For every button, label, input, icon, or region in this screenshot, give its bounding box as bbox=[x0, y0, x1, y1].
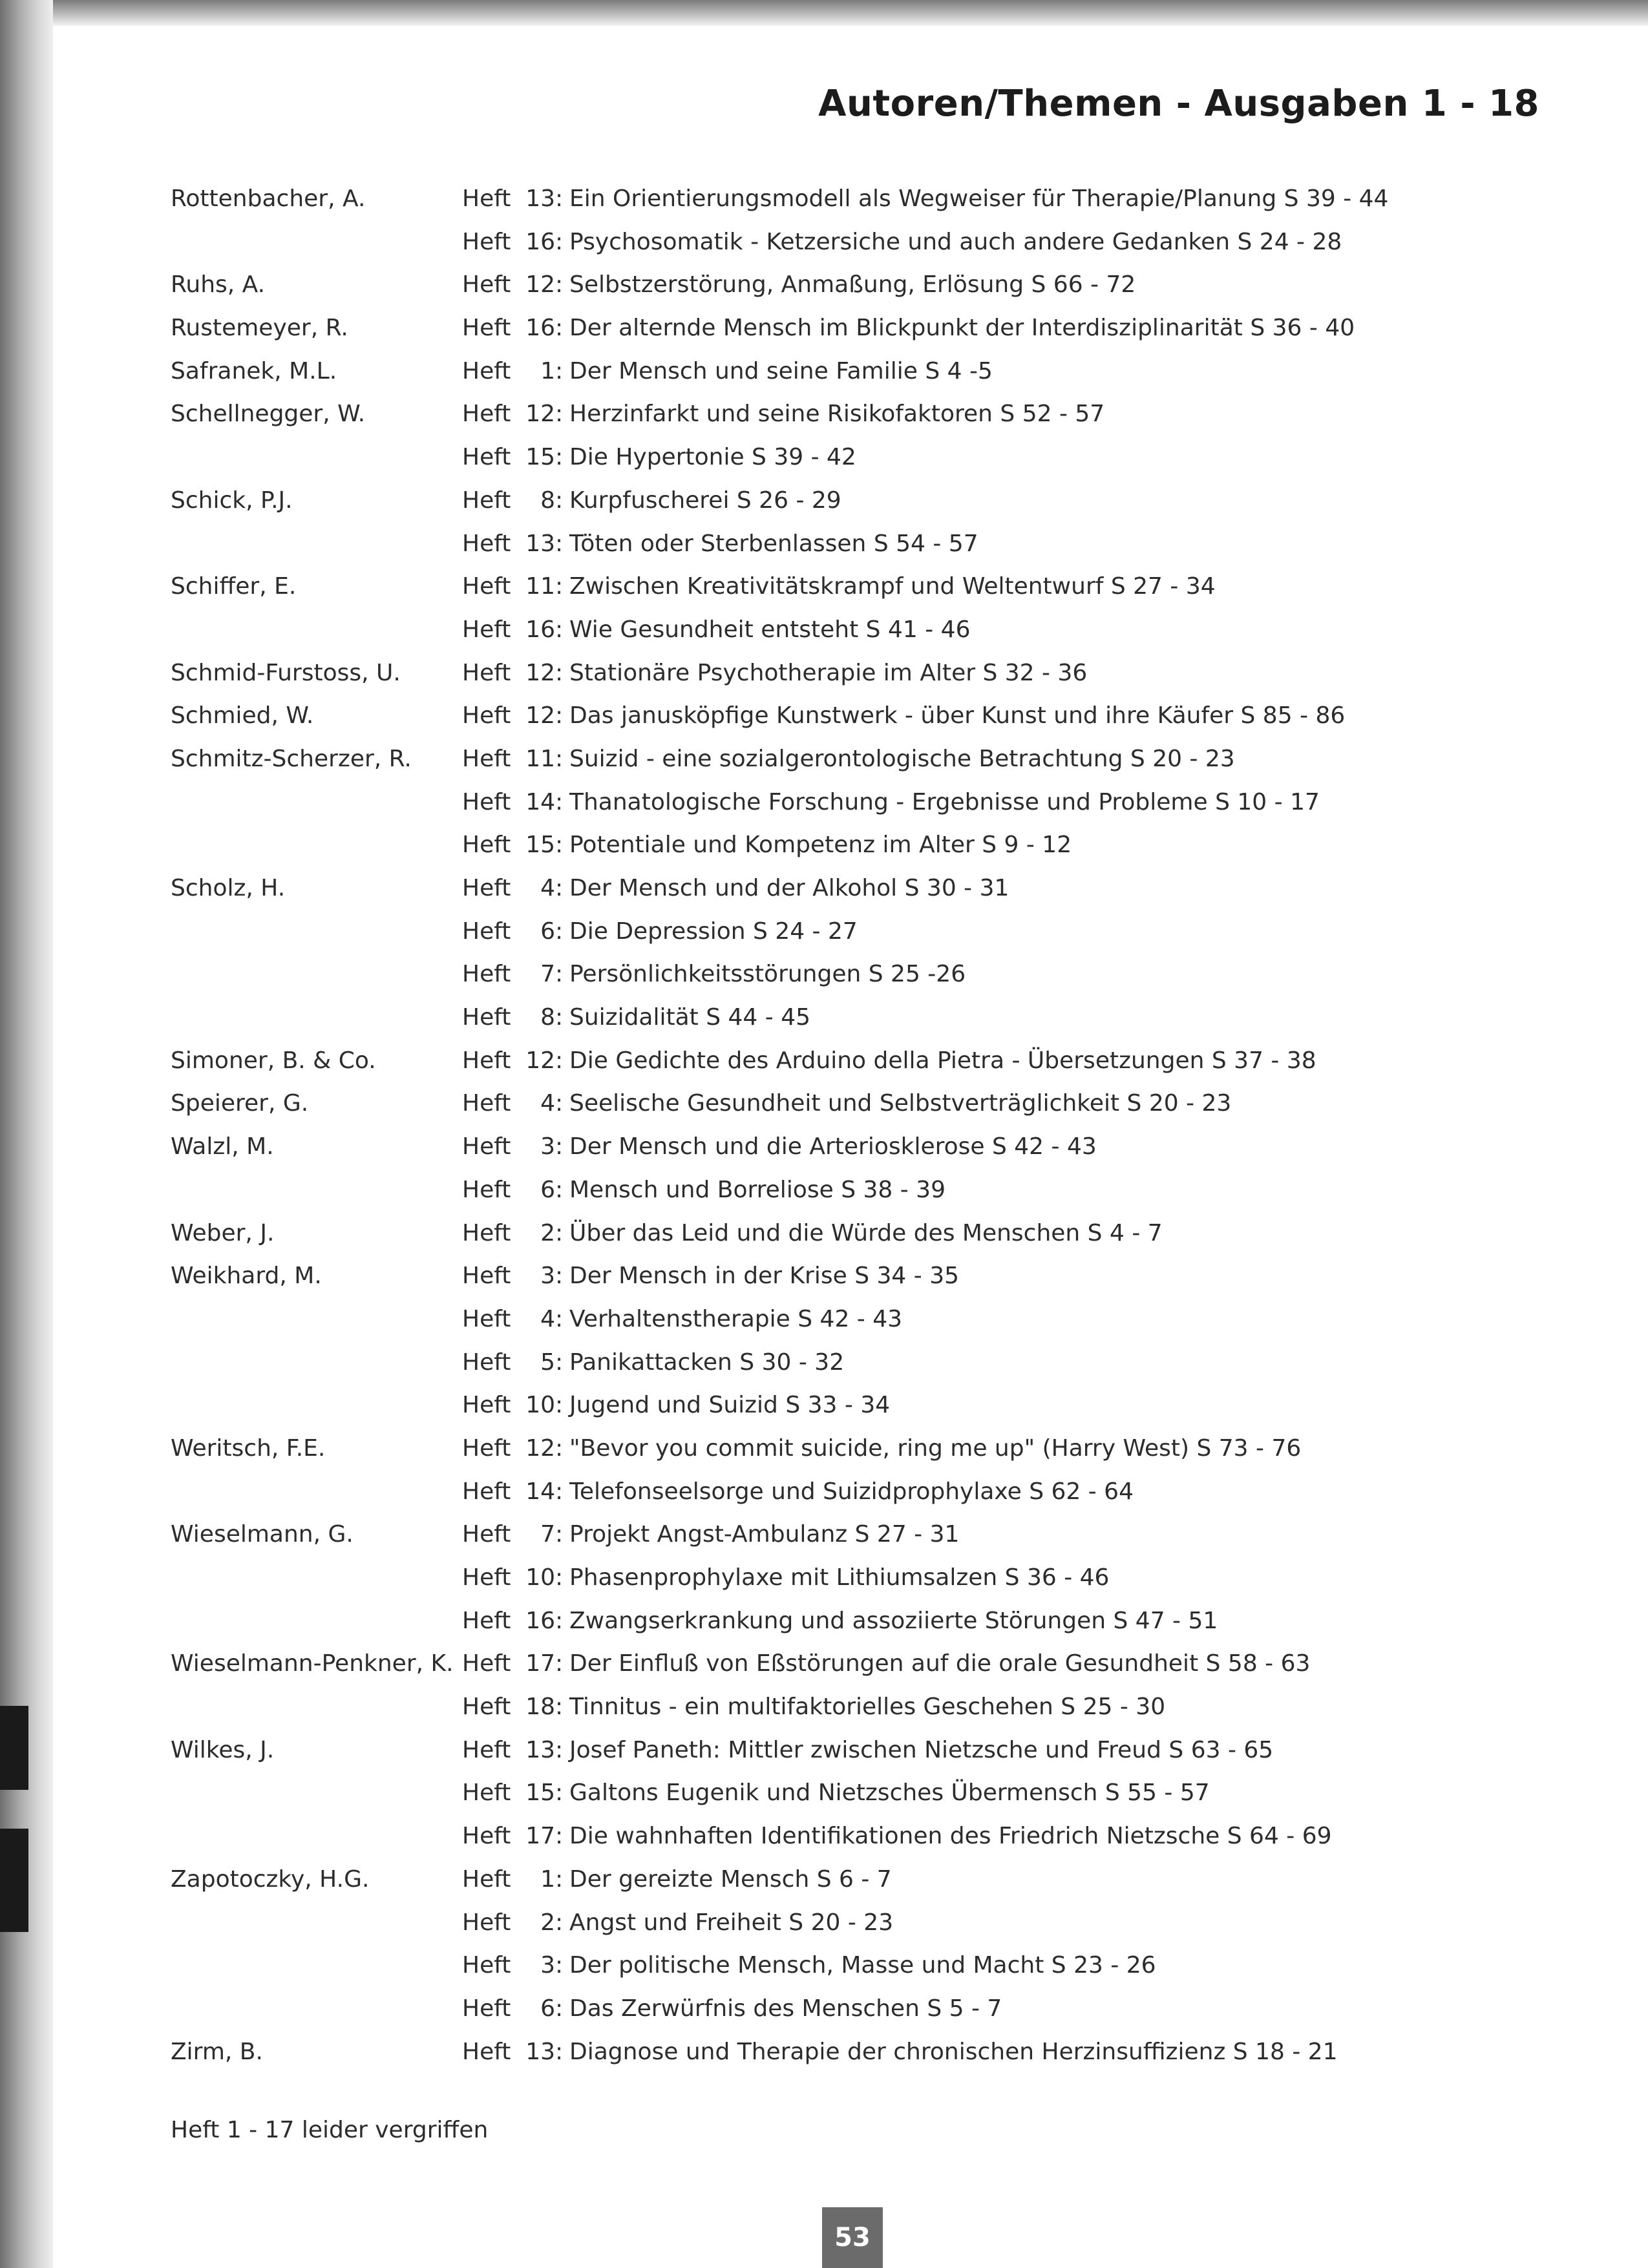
separator-colon: : bbox=[555, 1090, 564, 1117]
article-title: Galtons Eugenik und Nietzsches Übermensch S 55 - 57 bbox=[569, 1780, 1210, 1807]
index-entry bbox=[171, 1255, 1579, 1298]
heft-number: 17 bbox=[525, 1650, 555, 1677]
heft-number: 13 bbox=[525, 2038, 555, 2065]
heft-number: 14 bbox=[525, 788, 555, 815]
page-number: 53 bbox=[834, 2223, 871, 2252]
binder-mark bbox=[0, 1829, 28, 1932]
heft-number: 2 bbox=[540, 1219, 555, 1246]
separator-colon: : bbox=[555, 357, 564, 384]
author-name: Zapotoczky, H.G. bbox=[171, 1865, 370, 1893]
index-entry bbox=[171, 1427, 1579, 1471]
author-name: Weber, J. bbox=[171, 1219, 275, 1246]
heft-label: Heft bbox=[462, 1392, 511, 1419]
heft-number: 12 bbox=[525, 401, 555, 428]
article-title: Die Hypertonie S 39 - 42 bbox=[569, 444, 856, 471]
separator-colon: : bbox=[555, 616, 564, 643]
author-name: Ruhs, A. bbox=[171, 271, 266, 299]
article-title: Psychosomatik - Ketzersiche und auch andere Gedanken S 24 - 28 bbox=[569, 228, 1342, 255]
heft-number: 3 bbox=[540, 1133, 555, 1160]
separator-colon: : bbox=[555, 659, 564, 686]
heft-label: Heft bbox=[462, 185, 511, 212]
separator-colon: : bbox=[555, 271, 564, 299]
separator-colon: : bbox=[555, 702, 564, 730]
separator-colon: : bbox=[555, 1780, 564, 1807]
heft-number: 6 bbox=[540, 1995, 555, 2022]
index-entry bbox=[171, 221, 1579, 264]
index-entry bbox=[171, 953, 1579, 996]
separator-colon: : bbox=[555, 1694, 564, 1721]
article-title: Der Mensch in der Krise S 34 - 35 bbox=[569, 1263, 959, 1290]
heft-number: 10 bbox=[525, 1564, 555, 1591]
author-name: Schmid-Furstoss, U. bbox=[171, 659, 401, 686]
index-entry bbox=[171, 307, 1579, 350]
heft-number: 5 bbox=[540, 1349, 555, 1376]
separator-colon: : bbox=[555, 1564, 564, 1591]
article-title: Der politische Mensch, Masse und Macht S 23 - 26 bbox=[569, 1952, 1156, 1979]
heft-label: Heft bbox=[462, 1736, 511, 1763]
author-name: Safranek, M.L. bbox=[171, 357, 337, 384]
heft-label: Heft bbox=[462, 1823, 511, 1850]
separator-colon: : bbox=[555, 1823, 564, 1850]
index-entry bbox=[171, 1815, 1579, 1858]
article-title: Töten oder Sterbenlassen S 54 - 57 bbox=[569, 530, 978, 557]
index-entry bbox=[171, 1471, 1579, 1514]
article-title: Verhaltenstherapie S 42 - 43 bbox=[569, 1305, 903, 1332]
article-title: Angst und Freiheit S 20 - 23 bbox=[569, 1909, 894, 1936]
separator-colon: : bbox=[555, 1392, 564, 1419]
heft-number: 13 bbox=[525, 185, 555, 212]
heft-number: 16 bbox=[525, 228, 555, 255]
binder-mark bbox=[0, 1706, 28, 1790]
heft-number: 3 bbox=[540, 1952, 555, 1979]
index-entry bbox=[171, 1126, 1579, 1169]
separator-colon: : bbox=[555, 918, 564, 945]
index-entry bbox=[171, 609, 1579, 652]
index-entry bbox=[171, 1384, 1579, 1427]
index-entry bbox=[171, 781, 1579, 824]
index-entry bbox=[171, 1729, 1579, 1772]
heft-label: Heft bbox=[462, 444, 511, 471]
article-title: Der Mensch und der Alkohol S 30 - 31 bbox=[569, 875, 1009, 901]
heft-label: Heft bbox=[462, 1478, 511, 1505]
heft-label: Heft bbox=[462, 1909, 511, 1936]
index-entry bbox=[171, 738, 1579, 781]
heft-number: 7 bbox=[540, 961, 555, 988]
separator-colon: : bbox=[555, 1133, 564, 1160]
heft-label: Heft bbox=[462, 1865, 511, 1893]
heft-label: Heft bbox=[462, 1995, 511, 2022]
article-title: Über das Leid und die Würde des Menschen S 4 - 7 bbox=[569, 1219, 1163, 1246]
heft-label: Heft bbox=[462, 573, 511, 600]
separator-colon: : bbox=[555, 1349, 564, 1376]
index-entry bbox=[171, 393, 1579, 436]
author-name: Rottenbacher, A. bbox=[171, 185, 366, 212]
separator-colon: : bbox=[555, 832, 564, 859]
article-title: Panikattacken S 30 - 32 bbox=[569, 1349, 845, 1376]
author-name: Schmitz-Scherzer, R. bbox=[171, 745, 412, 772]
heft-label: Heft bbox=[462, 1176, 511, 1203]
author-name: Scholz, H. bbox=[171, 875, 286, 901]
heft-number: 8 bbox=[540, 1004, 555, 1031]
index-entry bbox=[171, 1212, 1579, 1255]
heft-number: 12 bbox=[525, 271, 555, 299]
separator-colon: : bbox=[555, 1952, 564, 1979]
heft-label: Heft bbox=[462, 1133, 511, 1160]
heft-number: 16 bbox=[525, 616, 555, 643]
heft-label: Heft bbox=[462, 1952, 511, 1979]
article-title: Stationäre Psychotherapie im Alter S 32 - 36 bbox=[569, 659, 1088, 686]
separator-colon: : bbox=[555, 444, 564, 471]
heft-number: 11 bbox=[525, 573, 555, 600]
author-name: Walzl, M. bbox=[171, 1133, 274, 1160]
author-name: Rustemeyer, R. bbox=[171, 315, 348, 342]
heft-label: Heft bbox=[462, 659, 511, 686]
heft-number: 6 bbox=[540, 918, 555, 945]
index-entry bbox=[171, 996, 1579, 1040]
heft-label: Heft bbox=[462, 2038, 511, 2065]
article-title: Seelische Gesundheit und Selbstverträglichkeit S 20 - 23 bbox=[569, 1090, 1232, 1117]
separator-colon: : bbox=[555, 1047, 564, 1074]
index-entry bbox=[171, 1944, 1579, 1988]
heft-label: Heft bbox=[462, 315, 511, 342]
index-entry bbox=[171, 1040, 1579, 1083]
separator-colon: : bbox=[555, 875, 564, 901]
index-entry bbox=[171, 1902, 1579, 1945]
heft-number: 11 bbox=[525, 745, 555, 772]
heft-number: 4 bbox=[540, 1305, 555, 1332]
page-number-badge bbox=[822, 2207, 883, 2268]
separator-colon: : bbox=[555, 487, 564, 514]
separator-colon: : bbox=[555, 1219, 564, 1246]
separator-colon: : bbox=[555, 1607, 564, 1634]
heft-label: Heft bbox=[462, 1263, 511, 1290]
heft-label: Heft bbox=[462, 788, 511, 815]
article-title: Telefonseelsorge und Suizidprophylaxe S 62 - 64 bbox=[569, 1478, 1134, 1505]
heft-label: Heft bbox=[462, 1607, 511, 1634]
author-name: Speierer, G. bbox=[171, 1090, 309, 1117]
heft-number: 17 bbox=[525, 1823, 555, 1850]
index-entry bbox=[171, 1643, 1579, 1686]
author-name: Simoner, B. & Co. bbox=[171, 1047, 376, 1074]
heft-number: 15 bbox=[525, 1780, 555, 1807]
heft-label: Heft bbox=[462, 875, 511, 901]
heft-number: 1 bbox=[540, 1865, 555, 1893]
author-name: Wieselmann, G. bbox=[171, 1521, 354, 1548]
index-entry bbox=[171, 1341, 1579, 1385]
heft-number: 4 bbox=[540, 875, 555, 901]
article-title: Die Gedichte des Arduino della Pietra - Übersetzungen S 37 - 38 bbox=[569, 1047, 1316, 1074]
author-name: Schiffer, E. bbox=[171, 573, 297, 600]
article-title: Der Mensch und seine Familie S 4 -5 bbox=[569, 357, 993, 384]
article-title: Phasenprophylaxe mit Lithiumsalzen S 36 - 46 bbox=[569, 1564, 1110, 1591]
author-index-list bbox=[171, 178, 1579, 2074]
article-title: Suizid - eine sozialgerontologische Betrachtung S 20 - 23 bbox=[569, 745, 1235, 772]
article-title: Die wahnhaften Identifikationen des Friedrich Nietzsche S 64 - 69 bbox=[569, 1823, 1332, 1850]
heft-number: 1 bbox=[540, 357, 555, 384]
article-title: Der alternde Mensch im Blickpunkt der Interdisziplinarität S 36 - 40 bbox=[569, 315, 1355, 342]
separator-colon: : bbox=[555, 1909, 564, 1936]
heft-number: 6 bbox=[540, 1176, 555, 1203]
article-title: Wie Gesundheit entsteht S 41 - 46 bbox=[569, 616, 971, 643]
heft-label: Heft bbox=[462, 918, 511, 945]
separator-colon: : bbox=[555, 1263, 564, 1290]
heft-label: Heft bbox=[462, 616, 511, 643]
heft-label: Heft bbox=[462, 228, 511, 255]
separator-colon: : bbox=[555, 1995, 564, 2022]
heft-label: Heft bbox=[462, 832, 511, 859]
heft-label: Heft bbox=[462, 1047, 511, 1074]
article-title: Persönlichkeitsstörungen S 25 -26 bbox=[569, 961, 966, 988]
index-entry bbox=[171, 436, 1579, 479]
index-entry bbox=[171, 1513, 1579, 1557]
heft-number: 10 bbox=[525, 1392, 555, 1419]
heft-number: 8 bbox=[540, 487, 555, 514]
heft-number: 4 bbox=[540, 1090, 555, 1117]
separator-colon: : bbox=[555, 573, 564, 600]
article-title: Der gereizte Mensch S 6 - 7 bbox=[569, 1865, 892, 1893]
heft-label: Heft bbox=[462, 1521, 511, 1548]
heft-number: 12 bbox=[525, 702, 555, 730]
separator-colon: : bbox=[555, 401, 564, 428]
heft-label: Heft bbox=[462, 271, 511, 299]
article-title: Projekt Angst-Ambulanz S 27 - 31 bbox=[569, 1521, 960, 1548]
separator-colon: : bbox=[555, 1434, 564, 1462]
author-name: Schmied, W. bbox=[171, 702, 314, 730]
footer-note: Heft 1 - 17 leider vergriffen bbox=[171, 2117, 489, 2143]
heft-number: 13 bbox=[525, 530, 555, 557]
index-entry bbox=[171, 565, 1579, 609]
article-title: Kurpfuscherei S 26 - 29 bbox=[569, 487, 841, 514]
heft-number: 12 bbox=[525, 1434, 555, 1462]
heft-label: Heft bbox=[462, 1090, 511, 1117]
heft-label: Heft bbox=[462, 961, 511, 988]
article-title: Mensch und Borreliose S 38 - 39 bbox=[569, 1176, 945, 1203]
index-entry bbox=[171, 652, 1579, 695]
author-name: Zirm, B. bbox=[171, 2038, 263, 2065]
separator-colon: : bbox=[555, 961, 564, 988]
index-entry bbox=[171, 867, 1579, 910]
index-entry bbox=[171, 695, 1579, 738]
article-title: Selbstzerstörung, Anmaßung, Erlösung S 66 - 72 bbox=[569, 271, 1136, 299]
separator-colon: : bbox=[555, 1650, 564, 1677]
separator-colon: : bbox=[555, 2038, 564, 2065]
heft-label: Heft bbox=[462, 702, 511, 730]
heft-number: 13 bbox=[525, 1736, 555, 1763]
separator-colon: : bbox=[555, 1176, 564, 1203]
article-title: Der Mensch und die Arteriosklerose S 42 - 43 bbox=[569, 1133, 1097, 1160]
heft-number: 16 bbox=[525, 315, 555, 342]
index-entry bbox=[171, 2031, 1579, 2074]
heft-label: Heft bbox=[462, 401, 511, 428]
index-entry bbox=[171, 1988, 1579, 2031]
heft-label: Heft bbox=[462, 1564, 511, 1591]
separator-colon: : bbox=[555, 1736, 564, 1763]
heft-label: Heft bbox=[462, 1004, 511, 1031]
separator-colon: : bbox=[555, 1521, 564, 1548]
separator-colon: : bbox=[555, 530, 564, 557]
heft-label: Heft bbox=[462, 1694, 511, 1721]
article-title: Thanatologische Forschung - Ergebnisse und Probleme S 10 - 17 bbox=[569, 788, 1320, 815]
separator-colon: : bbox=[555, 1004, 564, 1031]
article-title: Jugend und Suizid S 33 - 34 bbox=[569, 1392, 891, 1419]
article-title: Ein Orientierungsmodell als Wegweiser für Therapie/Planung S 39 - 44 bbox=[569, 185, 1389, 212]
article-title: Das janusköpfige Kunstwerk - über Kunst und ihre Käufer S 85 - 86 bbox=[569, 702, 1346, 730]
index-entry bbox=[171, 178, 1579, 221]
index-entry bbox=[171, 1169, 1579, 1212]
author-name: Schellnegger, W. bbox=[171, 401, 366, 428]
heft-label: Heft bbox=[462, 1305, 511, 1332]
article-title: Die Depression S 24 - 27 bbox=[569, 918, 858, 945]
index-entry bbox=[171, 824, 1579, 867]
heft-number: 18 bbox=[525, 1694, 555, 1721]
article-title: Tinnitus - ein multifaktorielles Geschehen S 25 - 30 bbox=[569, 1694, 1166, 1721]
heft-label: Heft bbox=[462, 1780, 511, 1807]
index-entry bbox=[171, 523, 1579, 566]
heft-number: 15 bbox=[525, 444, 555, 471]
heft-label: Heft bbox=[462, 745, 511, 772]
author-name: Weritsch, F.E. bbox=[171, 1434, 326, 1462]
index-entry bbox=[171, 910, 1579, 954]
article-title: "Bevor you commit suicide, ring me up" (Harry West) S 73 - 76 bbox=[569, 1434, 1302, 1462]
heft-label: Heft bbox=[462, 487, 511, 514]
heft-label: Heft bbox=[462, 1349, 511, 1376]
heft-label: Heft bbox=[462, 1650, 511, 1677]
heft-label: Heft bbox=[462, 530, 511, 557]
heft-number: 16 bbox=[525, 1607, 555, 1634]
separator-colon: : bbox=[555, 185, 564, 212]
heft-number: 2 bbox=[540, 1909, 555, 1936]
separator-colon: : bbox=[555, 228, 564, 255]
separator-colon: : bbox=[555, 1865, 564, 1893]
article-title: Herzinfarkt und seine Risikofaktoren S 52 - 57 bbox=[569, 401, 1105, 428]
index-entry bbox=[171, 1298, 1579, 1341]
article-title: Das Zerwürfnis des Menschen S 5 - 7 bbox=[569, 1995, 1002, 2022]
heft-number: 3 bbox=[540, 1263, 555, 1290]
separator-colon: : bbox=[555, 745, 564, 772]
article-title: Zwangserkrankung und assoziierte Störungen S 47 - 51 bbox=[569, 1607, 1218, 1634]
index-entry bbox=[171, 1686, 1579, 1729]
page-title: Autoren/Themen - Ausgaben 1 - 18 bbox=[818, 83, 1539, 125]
author-name: Wieselmann-Penkner, K. bbox=[171, 1650, 454, 1677]
heft-number: 12 bbox=[525, 1047, 555, 1074]
index-entry bbox=[171, 350, 1579, 394]
author-name: Weikhard, M. bbox=[171, 1263, 322, 1290]
article-title: Potentiale und Kompetenz im Alter S 9 - 12 bbox=[569, 832, 1072, 859]
scan-edge-top bbox=[53, 0, 1648, 26]
heft-label: Heft bbox=[462, 1219, 511, 1246]
article-title: Der Einfluß von Eßstörungen auf die orale Gesundheit S 58 - 63 bbox=[569, 1650, 1311, 1677]
heft-label: Heft bbox=[462, 357, 511, 384]
separator-colon: : bbox=[555, 1305, 564, 1332]
article-title: Josef Paneth: Mittler zwischen Nietzsche und Freud S 63 - 65 bbox=[569, 1736, 1274, 1763]
index-entry bbox=[171, 1858, 1579, 1902]
index-entry bbox=[171, 264, 1579, 307]
index-entry bbox=[171, 1600, 1579, 1643]
heft-number: 15 bbox=[525, 832, 555, 859]
heft-number: 7 bbox=[540, 1521, 555, 1548]
index-entry bbox=[171, 1557, 1579, 1600]
index-entry bbox=[171, 1772, 1579, 1815]
author-name: Schick, P.J. bbox=[171, 487, 293, 514]
article-title: Diagnose und Therapie der chronischen Herzinsuffizienz S 18 - 21 bbox=[569, 2038, 1338, 2065]
article-title: Zwischen Kreativitätskrampf und Weltentwurf S 27 - 34 bbox=[569, 573, 1216, 600]
heft-label: Heft bbox=[462, 1434, 511, 1462]
separator-colon: : bbox=[555, 788, 564, 815]
separator-colon: : bbox=[555, 1478, 564, 1505]
author-name: Wilkes, J. bbox=[171, 1736, 275, 1763]
index-entry bbox=[171, 1082, 1579, 1126]
article-title: Suizidalität S 44 - 45 bbox=[569, 1004, 811, 1031]
separator-colon: : bbox=[555, 315, 564, 342]
index-entry bbox=[171, 479, 1579, 523]
heft-number: 14 bbox=[525, 1478, 555, 1505]
heft-number: 12 bbox=[525, 659, 555, 686]
